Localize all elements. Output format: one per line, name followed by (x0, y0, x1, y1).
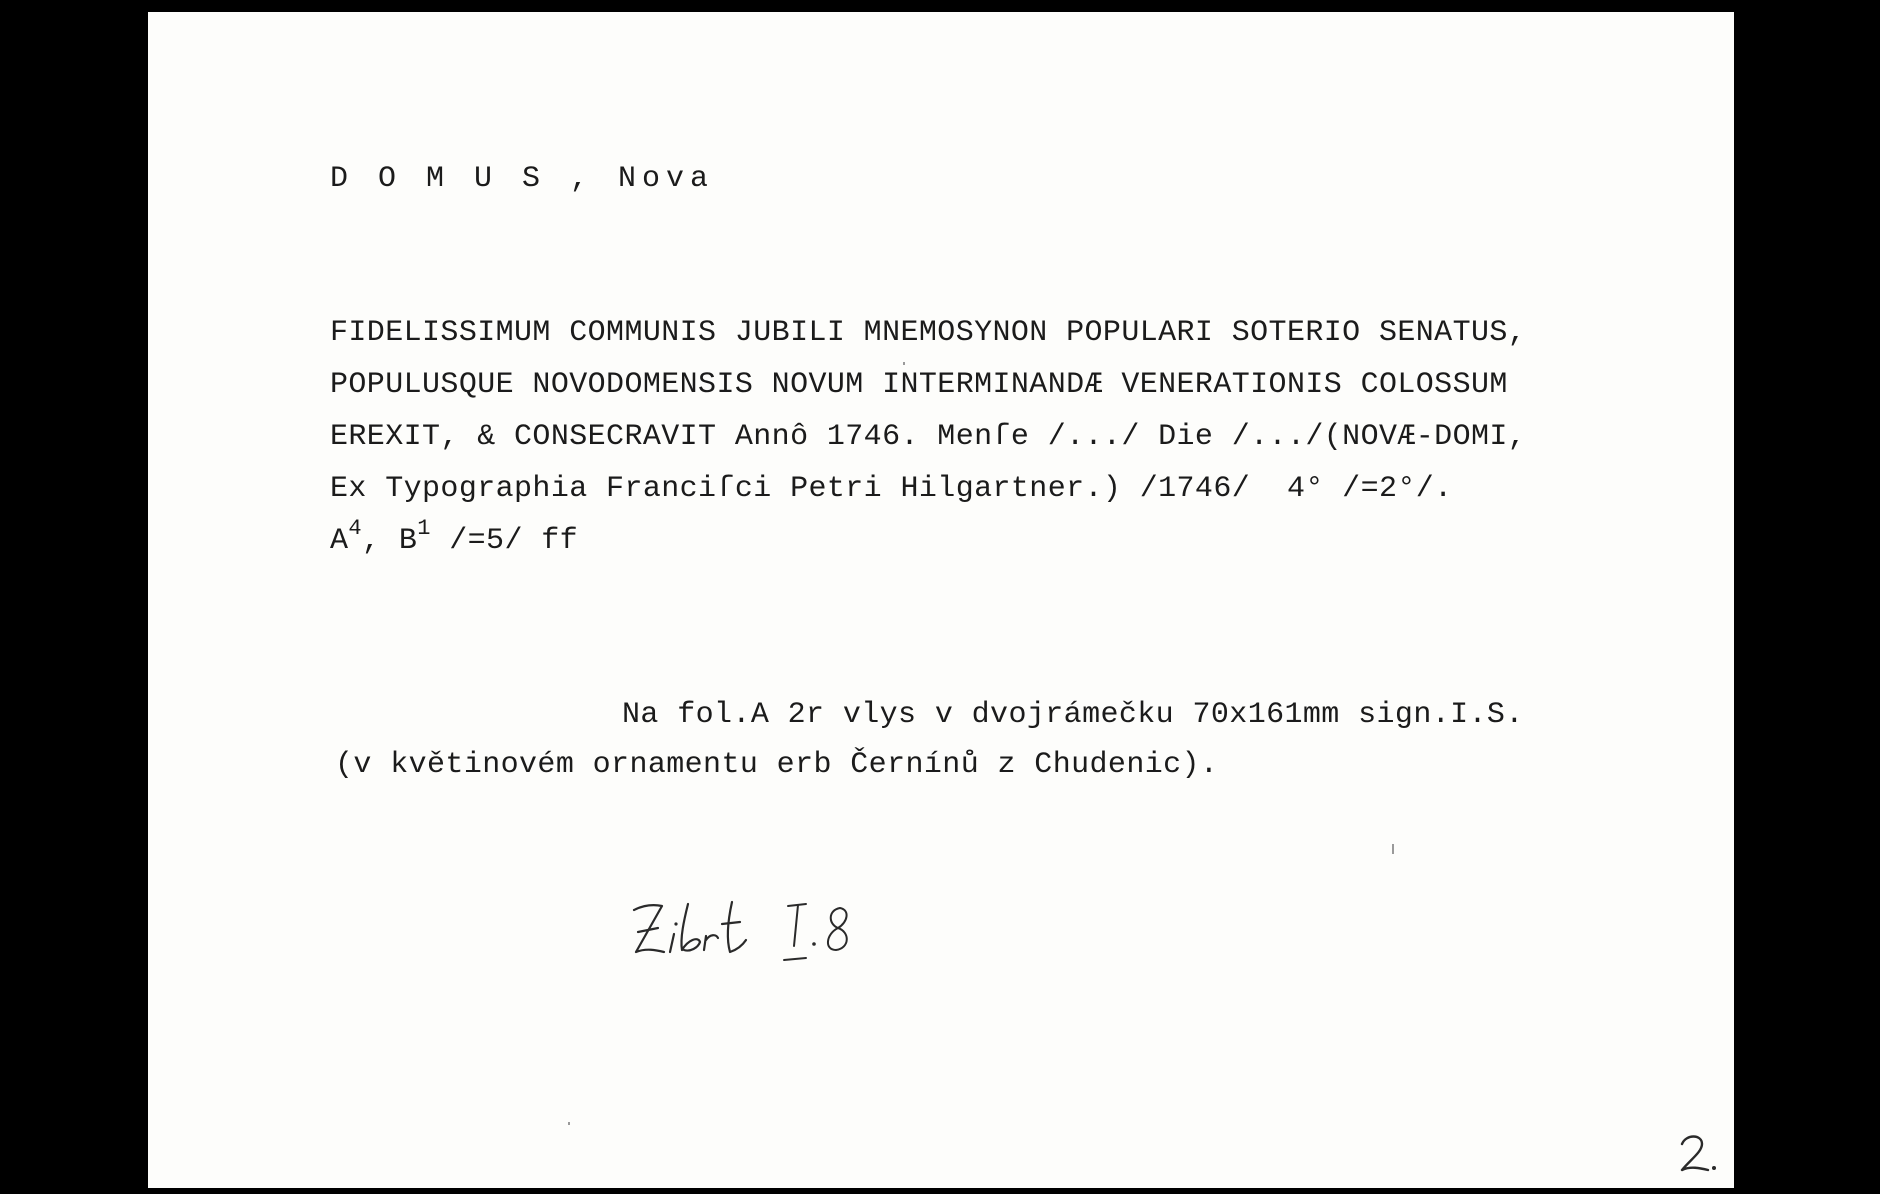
title-description (330, 307, 1526, 567)
handwritten-reference (628, 890, 908, 1000)
card-heading: D O M U S , Nova (330, 162, 715, 196)
collation-signature-a-count: 4 (348, 516, 363, 541)
scan-speck (1392, 844, 1394, 854)
scan-speck (568, 1122, 570, 1125)
collation-line (330, 515, 1526, 567)
title-line: EREXIT, & CONSECRAVIT Annô 1746. Menſe /.../ Die /.../(NOVÆ-DOMI, (330, 420, 1527, 454)
ornament-note (335, 690, 1524, 790)
note-line: (v květinovém ornamentu erb Černínů z Chudenic). (335, 748, 1219, 782)
collation-separator: , B (362, 524, 418, 558)
collation-signature-a: A (330, 524, 349, 558)
title-line: FIDELISSIMUM COMMUNIS JUBILI MNEMOSYNON POPULARI SOTERIO SENATUS, (330, 316, 1527, 350)
note-line: Na fol.A 2r vlys v dvojrámečku 70x161mm sign.I.S. (622, 698, 1524, 732)
title-line: POPULUSQUE NOVODOMENSIS NOVUM INTERMINANDÆ VENERATIONIS COLOSSUM (330, 368, 1508, 402)
scan-speck (903, 362, 905, 365)
title-line: Ex Typographia Franciſci Petri Hilgartner.) /1746/ 4° /=2°/. (330, 472, 1453, 506)
collation-signature-b-count: 1 (417, 516, 431, 541)
collation-leaf-count: /=5/ ff (430, 524, 579, 558)
page-number (1676, 1130, 1720, 1178)
